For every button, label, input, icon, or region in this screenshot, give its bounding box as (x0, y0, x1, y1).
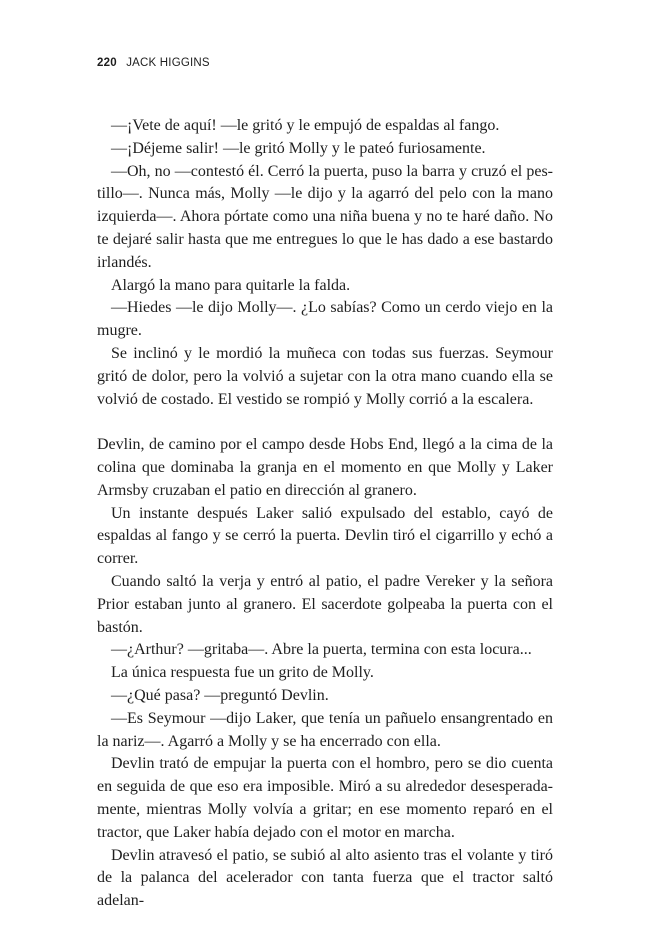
page-number: 220 (97, 57, 117, 69)
paragraph: —¿Qué pasa? —preguntó Devlin. (111, 686, 329, 704)
paragraph: Se inclinó y le mordió la muñeca con todas sus fuerzas. Seymour gritó de dolor, pero la volvió a sujetar con la otra mano cuando ella se volvió de costado. El vestido se rompió y Molly corrió a la escalera. (97, 344, 553, 408)
paragraph: —¡Vete de aquí! —le gritó y le empujó de espaldas al fango. (111, 117, 500, 134)
paragraph: —Oh, no —contestó él. Cerró la puerta, puso la barra y cruzó el pestillo—. Nunca más, Molly —le dijo y la agarró del pelo con la mano izquierda—. Ahora pórtate como una niña buena y no te haré daño. No te dejaré salir hasta que me entregues lo que le has dado a ese bastardo irlandés. (97, 162, 553, 271)
paragraph: Alargó la mano para quitarle la falda. (111, 276, 351, 294)
paragraph: Cuando saltó la verja y entró al patio, el padre Vereker y la señora Prior estaban junto al granero. El sacerdote golpeaba la puerta con el bastón. (97, 572, 553, 636)
paragraph: Devlin, de camino por el campo desde Hobs End, llegó a la cima de la colina que dominaba la granja en el momento en que Molly y Laker Armsby cruzaban el patio en dirección al granero. (97, 436, 553, 499)
body-text (97, 115, 553, 913)
paragraph: Devlin trató de empujar la puerta con el hombro, pero se dio cuenta en seguida de que eso era imposible. Miró a su alrededor desesperadamente, mientras Molly volvía a gritar; en ese momento reparó en el tractor, que Laker había dejado con el motor en marcha. (97, 755, 553, 841)
paragraph: —Es Seymour —dijo Laker, que tenía un pañuelo ensangrentado en la nariz—. Agarró a Molly y se ha encerrado con ella. (97, 709, 553, 750)
paragraph: Un instante después Laker salió expulsado del establo, cayó de espaldas al fango y se cerró la puerta. Devlin tiró el cigarrillo y echó a correr. (97, 504, 553, 568)
running-title: JACK HIGGINS (126, 57, 210, 69)
running-header (97, 57, 210, 69)
paragraph: La única respuesta fue un grito de Molly. (111, 664, 374, 682)
paragraph: —Hiedes —le dijo Molly—. ¿Lo sabías? Como un cerdo viejo en la mugre. (97, 299, 553, 340)
paragraph: Devlin atravesó el patio, se subió al alto asiento tras el volante y tiró de la palanca del acelerador con tanta fuerza que el tractor saltó adelan- (97, 846, 553, 910)
paragraph: —¡Déjeme salir! —le gritó Molly y le pateó furiosamente. (111, 139, 486, 157)
section-break (97, 411, 553, 434)
paragraph: —¿Arthur? —gritaba—. Abre la puerta, termina con esta locura... (111, 641, 532, 659)
